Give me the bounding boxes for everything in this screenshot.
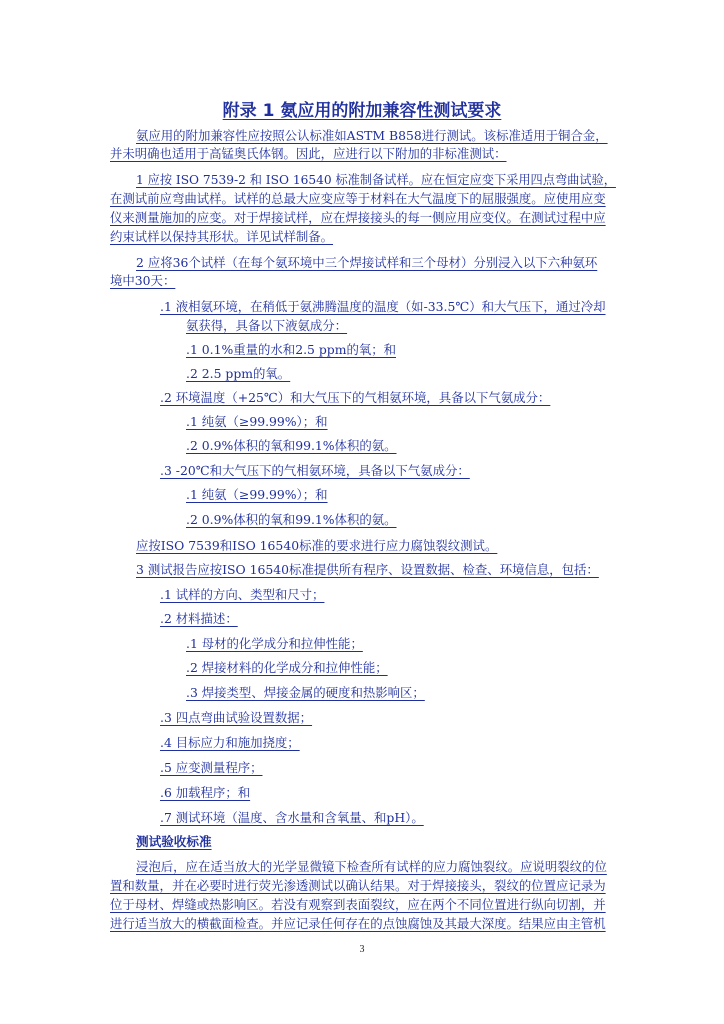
intro-line-2: 并未明确也适用于高锰奥氏体钢。因此，应进行以下附加的非标准测试： [110, 146, 507, 161]
env1-line-1: .1 液相氨环境，在稍低于氨沸腾温度的温度（如-33.5℃）和大气压下，通过冷却 [160, 299, 606, 314]
report-item-2-sub-1: .1 母材的化学成分和拉伸性能； [186, 636, 363, 651]
env3-item-1: .1 纯氨（≥99.99%）；和 [186, 487, 328, 502]
env2-item-2: .2 0.9%体积的氧和99.1%体积的氨。 [186, 438, 397, 453]
report-item-2: .2 材料描述： [160, 611, 238, 626]
report-item-2-sub-2: .2 焊接材料的化学成分和拉伸性能； [186, 660, 388, 675]
page-number: 3 [359, 944, 365, 955]
report-item-1: .1 试样的方向、类型和尺寸； [160, 587, 325, 602]
report-item-6: .6 加载程序；和 [160, 785, 251, 800]
para1-line-1: 1 应按 ISO 7539-2 和 ISO 16540 标准制备试样。应在恒定应变下采用四点弯曲试验， [136, 172, 616, 187]
env1-line-2: 氨获得，具备以下液氨成分： [186, 318, 348, 333]
report-item-2-sub-3: .3 焊接类型、焊接金属的硬度和热影响区； [186, 685, 425, 700]
acceptance-line-3: 位于母材、焊缝或热影响区。若没有观察到表面裂纹，应在两个不同位置进行纵向切割，并 [110, 897, 606, 912]
acceptance-line-2: 置和数量，并在必要时进行荧光渗透测试以确认结果。对于焊接接头，裂纹的位置应记录为 [110, 878, 606, 893]
para1-line-2: 在测试前应弯曲试样。试样的总最大应变应等于材料在大气温度下的屈服强度。应使用应变 [110, 191, 606, 206]
scc-test-line: 应按ISO 7539和ISO 16540标准的要求进行应力腐蚀裂纹测试。 [136, 538, 498, 553]
para2-line-2: 境中30天： [110, 273, 176, 288]
acceptance-heading: 测试验收标准 [136, 834, 212, 849]
para1-line-4: 约束试样以保持其形状。详见试样制备。 [110, 229, 334, 244]
page-title: 附录 1 氨应用的附加兼容性测试要求 [222, 101, 502, 121]
report-item-4: .4 目标应力和施加挠度； [160, 735, 300, 750]
env1-item-1: .1 0.1%重量的水和2.5 ppm的氧；和 [186, 342, 397, 357]
report-item-5: .5 应变测量程序； [160, 760, 263, 775]
para3-line: 3 测试报告应按ISO 16540标准提供所有程序、设置数据、检查、环境信息，包括： [136, 562, 599, 577]
intro-line-1: 氨应用的附加兼容性应按照公认标准如ASTM B858进行测试。该标准适用于铜合金， [136, 128, 608, 143]
env2-item-1: .1 纯氨（≥99.99%）；和 [186, 414, 328, 429]
acceptance-line-4: 进行适当放大的横截面检查。并应记录任何存在的点蚀腐蚀及其最大深度。结果应由主管机 [110, 916, 606, 931]
env1-item-2: .2 2.5 ppm的氧。 [186, 366, 291, 381]
env2-line: .2 环境温度（+25℃）和大气压下的气相氨环境，具备以下气氨成分： [160, 390, 551, 405]
env3-line: .3 -20℃和大气压下的气相氨环境，具备以下气氨成分： [160, 463, 470, 478]
report-item-3: .3 四点弯曲试验设置数据； [160, 710, 313, 725]
env3-item-2: .2 0.9%体积的氧和99.1%体积的氨。 [186, 512, 397, 527]
para2-line-1: 2 应将36个试样（在每个氨环境中三个焊接试样和三个母材）分别浸入以下六种氨环 [136, 255, 598, 270]
acceptance-line-1: 浸泡后，应在适当放大的光学显微镜下检查所有试样的应力腐蚀裂纹。应说明裂纹的位 [136, 859, 607, 874]
para1-line-3: 仪来测量施加的应变。对于焊接试样，应在焊接接头的每一侧应用应变仪。在测试过程中应 [110, 210, 606, 225]
report-item-7: .7 测试环境（温度、含水量和含氧量、和pH）。 [160, 810, 424, 825]
